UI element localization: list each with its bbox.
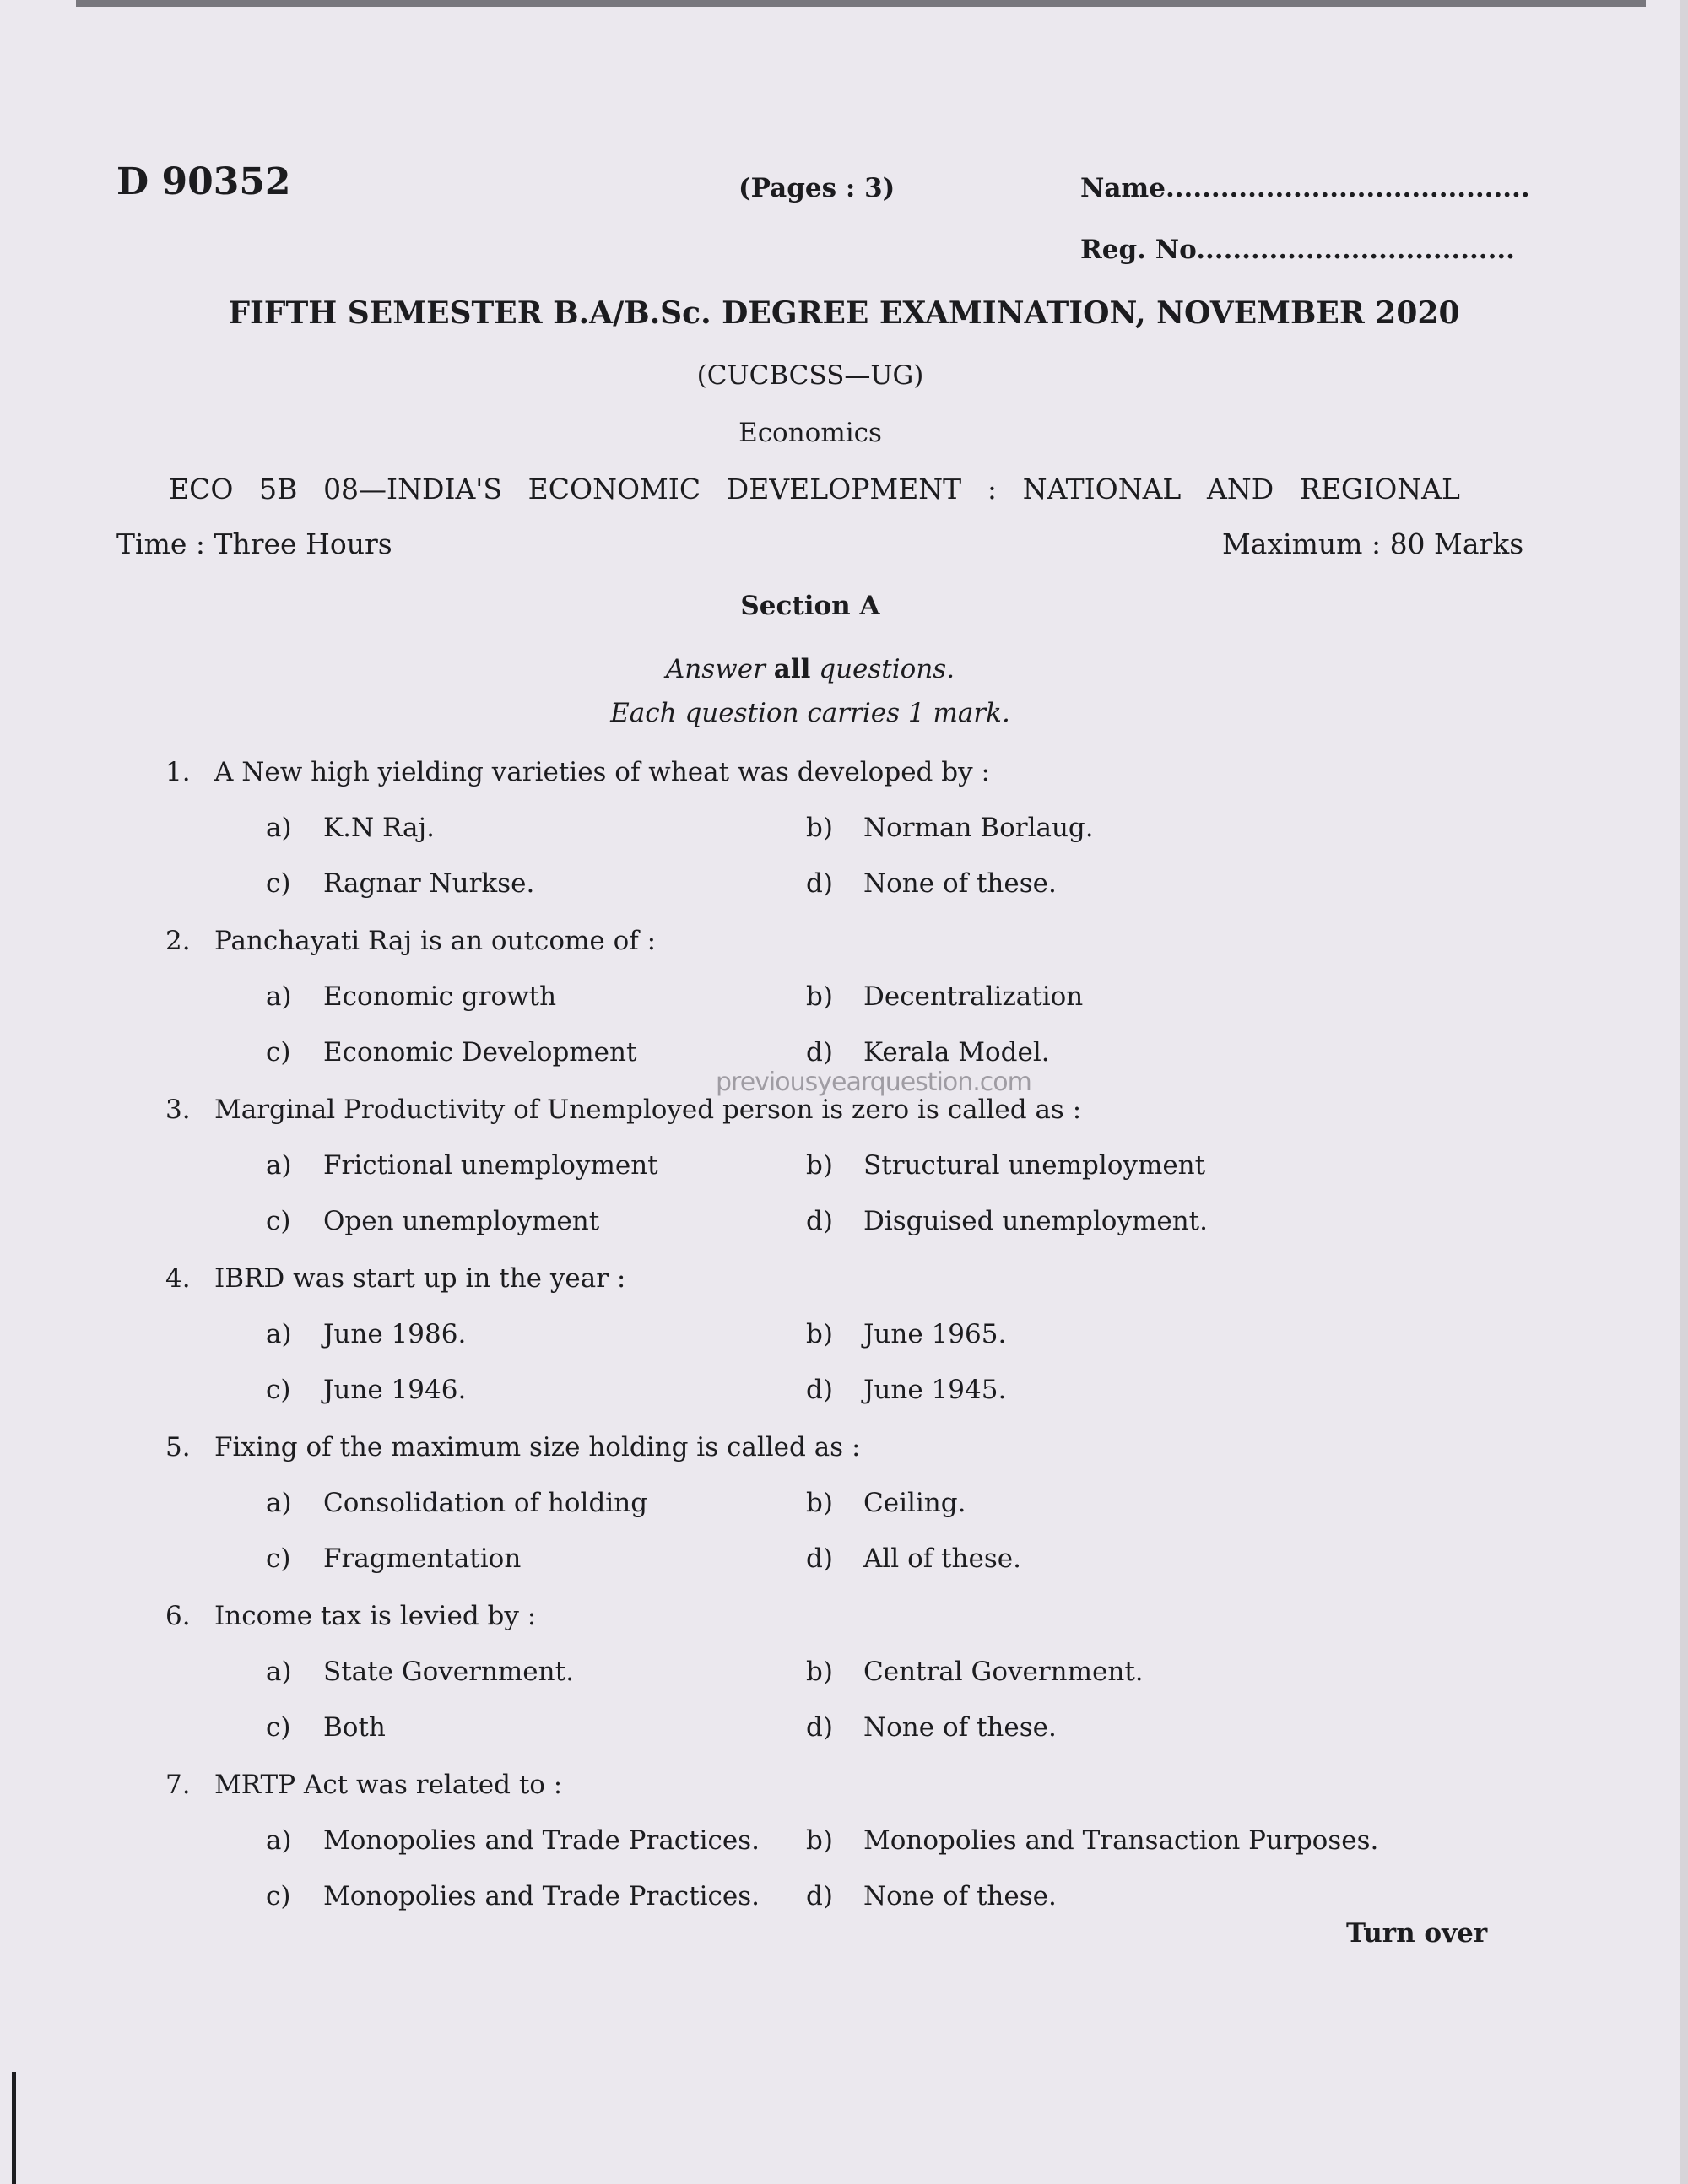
option-letter: c) — [266, 1375, 291, 1405]
option-d — [806, 1375, 1006, 1405]
option-c — [266, 1881, 760, 1911]
option-b — [806, 1488, 966, 1518]
option-text: None of these. — [863, 868, 1057, 899]
option-letter: d) — [806, 1712, 833, 1743]
scan-top-edge — [76, 0, 1646, 7]
option-text: Structural unemployment — [863, 1150, 1206, 1181]
option-text: June 1965. — [863, 1319, 1007, 1349]
question-number: 7. — [165, 1770, 191, 1800]
question-number: 4. — [165, 1263, 191, 1294]
option-a — [266, 1319, 466, 1349]
option-text: Both — [323, 1712, 386, 1743]
option-text: Economic growth — [323, 981, 557, 1012]
option-text: Decentralization — [863, 981, 1084, 1012]
option-letter: a) — [266, 1825, 292, 1856]
question-text: MRTP Act was related to : — [214, 1770, 563, 1800]
option-c — [266, 1206, 599, 1236]
option-letter: d) — [806, 1037, 833, 1068]
option-letter: c) — [266, 1543, 291, 1574]
exam-scheme: (CUCBCSS—UG) — [696, 360, 924, 391]
option-text: Monopolies and Trade Practices. — [323, 1825, 760, 1856]
question-3 — [165, 1095, 1081, 1125]
question-number: 2. — [165, 926, 191, 956]
question-6 — [165, 1601, 536, 1631]
option-text: Norman Borlaug. — [863, 813, 1094, 843]
course-word: AND — [1207, 473, 1274, 505]
exam-title: FIFTH SEMESTER B.A/B.Sc. DEGREE EXAMINATION, NOVEMBER 2020 — [228, 295, 1460, 331]
option-letter: b) — [806, 813, 833, 843]
page-count: (Pages : 3) — [738, 173, 895, 203]
option-d — [806, 1881, 1057, 1911]
course-word: 08—INDIA'S — [323, 473, 502, 505]
option-text: Ragnar Nurkse. — [323, 868, 535, 899]
option-a — [266, 981, 556, 1012]
option-c — [266, 1037, 636, 1068]
question-text: Panchayati Raj is an outcome of : — [214, 926, 657, 956]
option-letter: d) — [806, 1375, 833, 1405]
question-text: Income tax is levied by : — [214, 1601, 537, 1631]
max-marks: Maximum : 80 Marks — [1222, 527, 1524, 560]
option-a — [266, 1825, 760, 1856]
question-text: IBRD was start up in the year : — [214, 1263, 626, 1294]
option-letter: b) — [806, 1488, 833, 1518]
option-text: Monopolies and Transaction Purposes. — [863, 1825, 1379, 1856]
option-b — [806, 1150, 1205, 1181]
option-text: Open unemployment — [323, 1206, 600, 1236]
option-letter: d) — [806, 1881, 833, 1911]
scan-left-edge — [12, 2072, 16, 2184]
option-letter: b) — [806, 1150, 833, 1181]
option-letter: b) — [806, 1657, 833, 1687]
option-text: Disguised unemployment. — [863, 1206, 1208, 1236]
option-letter: a) — [266, 1657, 292, 1687]
course-word: DEVELOPMENT — [726, 473, 962, 505]
option-c — [266, 1543, 521, 1574]
option-text: None of these. — [863, 1881, 1057, 1911]
instruction-suffix: questions. — [810, 654, 955, 684]
option-letter: c) — [266, 1037, 291, 1068]
option-letter: a) — [266, 813, 292, 843]
option-letter: d) — [806, 1206, 833, 1236]
course-word: ECONOMIC — [528, 473, 701, 505]
option-text: Consolidation of holding — [323, 1488, 648, 1518]
option-c — [266, 1712, 386, 1743]
option-text: Monopolies and Trade Practices. — [323, 1881, 760, 1911]
option-text: State Government. — [323, 1657, 574, 1687]
question-4 — [165, 1263, 625, 1294]
instruction-bold: all — [773, 654, 811, 684]
question-1 — [165, 757, 990, 787]
section-title: Section A — [740, 591, 880, 621]
exam-duration: Time : Three Hours — [116, 527, 392, 560]
option-text: June 1986. — [323, 1319, 467, 1349]
option-d — [806, 1543, 1021, 1574]
option-d — [806, 1206, 1208, 1236]
option-d — [806, 1037, 1050, 1068]
name-field: Name........................................ — [1080, 173, 1530, 203]
question-2 — [165, 926, 656, 956]
option-letter: a) — [266, 1150, 292, 1181]
question-text: Fixing of the maximum size holding is called as : — [214, 1432, 861, 1462]
question-text: Marginal Productivity of Unemployed person is zero is called as : — [214, 1095, 1082, 1125]
reg-no-field: Reg. No................................... — [1080, 235, 1515, 265]
section-instruction — [0, 654, 1620, 684]
option-letter: a) — [266, 1488, 292, 1518]
option-text: Kerala Model. — [863, 1037, 1050, 1068]
option-letter: b) — [806, 981, 833, 1012]
course-word: : — [987, 473, 998, 505]
question-text: A New high yielding varieties of wheat was developed by : — [214, 757, 990, 787]
option-text: Frictional unemployment — [323, 1150, 658, 1181]
option-text: None of these. — [863, 1712, 1057, 1743]
turn-over-note: Turn over — [1346, 1918, 1488, 1949]
option-b — [806, 1825, 1378, 1856]
option-b — [806, 1657, 1144, 1687]
course-word: 5B — [259, 473, 298, 505]
instruction-prefix: Answer — [665, 654, 774, 684]
option-b — [806, 1319, 1006, 1349]
option-text: All of these. — [863, 1543, 1021, 1574]
option-text: June 1946. — [323, 1375, 467, 1405]
option-text: Ceiling. — [863, 1488, 966, 1518]
option-d — [806, 1712, 1057, 1743]
question-number: 3. — [165, 1095, 191, 1125]
option-letter: c) — [266, 1881, 291, 1911]
option-letter: b) — [806, 1825, 833, 1856]
option-letter: d) — [806, 868, 833, 899]
course-word: NATIONAL — [1022, 473, 1182, 505]
course-word: ECO — [169, 473, 234, 505]
question-5 — [165, 1432, 860, 1462]
option-text: Central Government. — [863, 1657, 1144, 1687]
option-b — [806, 813, 1094, 843]
exam-subject: Economics — [738, 418, 882, 448]
question-7 — [165, 1770, 562, 1800]
question-number: 6. — [165, 1601, 191, 1631]
question-number: 1. — [165, 757, 191, 787]
option-b — [806, 981, 1083, 1012]
option-text: K.N Raj. — [323, 813, 435, 843]
option-a — [266, 813, 435, 843]
course-word: REGIONAL — [1299, 473, 1460, 505]
course-title — [169, 473, 1460, 505]
question-number: 5. — [165, 1432, 191, 1462]
option-letter: a) — [266, 981, 292, 1012]
option-text: Fragmentation — [323, 1543, 522, 1574]
option-a — [266, 1150, 658, 1181]
marks-note: Each question carries 1 mark. — [610, 698, 1010, 728]
paper-code: D 90352 — [116, 160, 291, 203]
option-letter: c) — [266, 1206, 291, 1236]
option-letter: c) — [266, 868, 291, 899]
option-text: Economic Development — [323, 1037, 637, 1068]
option-letter: a) — [266, 1319, 292, 1349]
option-a — [266, 1657, 574, 1687]
option-text: June 1945. — [863, 1375, 1007, 1405]
option-c — [266, 1375, 466, 1405]
option-letter: b) — [806, 1319, 833, 1349]
watermark: previousyearquestion.com — [716, 1068, 1031, 1097]
option-letter: c) — [266, 1712, 291, 1743]
option-d — [806, 868, 1057, 899]
option-a — [266, 1488, 647, 1518]
option-c — [266, 868, 534, 899]
option-letter: d) — [806, 1543, 833, 1574]
